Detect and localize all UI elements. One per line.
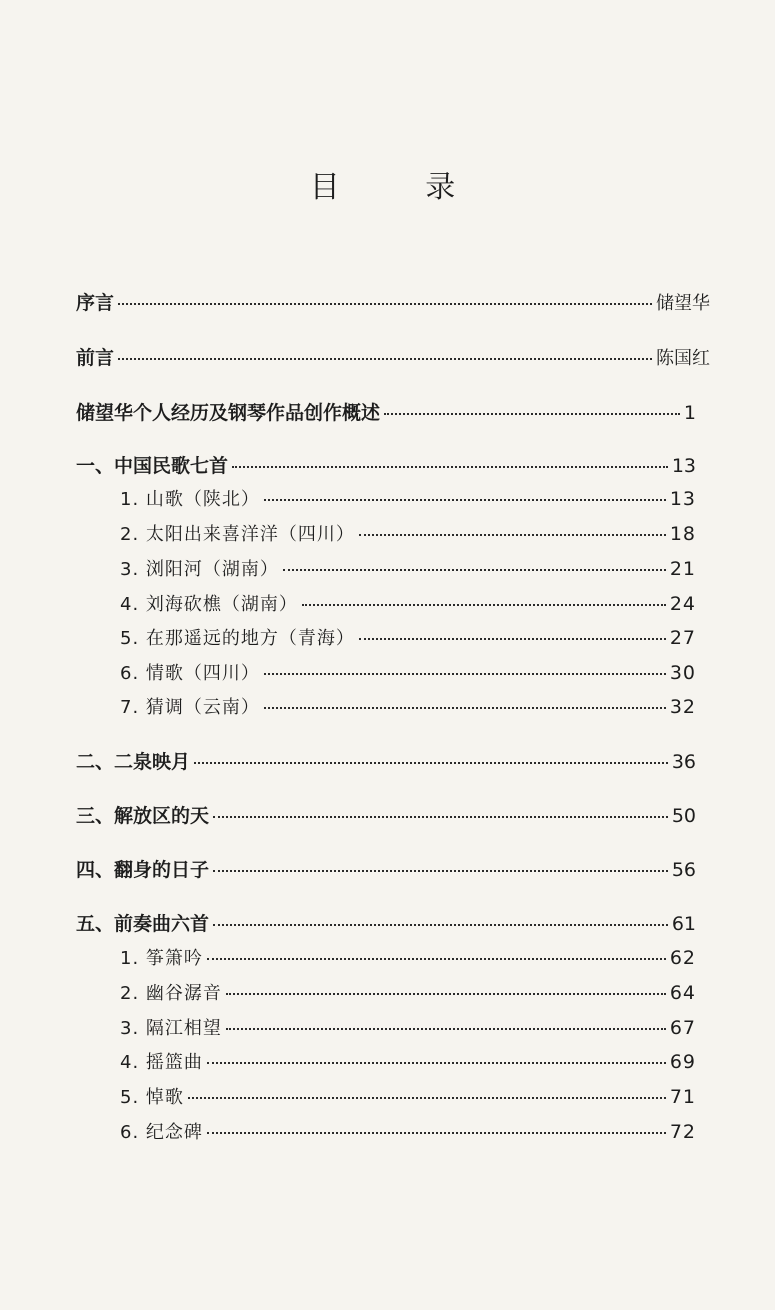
dot-leader [359,638,666,640]
dot-leader [264,707,666,709]
toc-entry-section-1[interactable] [76,451,696,478]
entry-page: 27 [669,627,696,649]
entry-page: 69 [669,1051,696,1073]
dot-leader [213,816,668,818]
entry-label: 1. 筝箫吟 [120,948,203,969]
toc-entry-1-1[interactable] [120,485,696,511]
entry-page: 13 [671,455,696,477]
entry-label: 7. 猜调（云南） [120,697,260,718]
entry-label: 3. 浏阳河（湖南） [120,559,279,580]
dot-leader [226,993,666,995]
entry-page: 1 [683,402,696,424]
dot-leader [118,358,652,360]
dot-leader [207,958,666,960]
entry-author: 陈国红 [656,348,710,369]
entry-label: 五、前奏曲六首 [76,913,210,935]
dot-leader [226,1028,666,1030]
entry-page: 32 [669,696,696,718]
entry-label: 储望华个人经历及钢琴作品创作概述 [76,402,381,424]
entry-author: 储望华 [656,293,710,314]
entry-label: 1. 山歌（陕北） [120,489,260,510]
entry-page: 24 [669,593,696,615]
entry-label: 3. 隔江相望 [120,1018,222,1039]
dot-leader [207,1062,666,1064]
dot-leader [232,466,668,468]
entry-page: 72 [669,1121,696,1143]
entry-label: 4. 摇篮曲 [120,1052,203,1073]
entry-label: 5. 悼歌 [120,1087,184,1108]
entry-page: 64 [669,982,696,1004]
entry-page: 18 [669,523,696,545]
dot-leader [359,534,666,536]
page-title: 目 录 [309,170,494,205]
entry-page: 56 [671,859,696,881]
entry-page: 61 [671,913,696,935]
toc-entry-5-6[interactable] [120,1118,696,1144]
entry-label: 序言 [76,292,115,314]
toc-entry-section-4[interactable] [76,855,696,882]
toc-entry-1-5[interactable] [120,624,696,650]
entry-label: 4. 刘海砍樵（湖南） [120,594,298,615]
entry-page: 21 [669,558,696,580]
dot-leader [188,1097,666,1099]
toc-entry-section-3[interactable] [76,801,696,828]
dot-leader [264,499,666,501]
toc-entry-foreword[interactable] [76,343,710,370]
entry-page: 13 [669,488,696,510]
dot-leader [213,924,668,926]
toc-entry-5-3[interactable] [120,1014,696,1040]
entry-label: 6. 纪念碑 [120,1122,203,1143]
toc-entry-section-5[interactable] [76,909,696,936]
toc-entry-5-1[interactable] [120,944,696,970]
toc-entry-overview[interactable] [76,398,696,425]
dot-leader [302,604,666,606]
entry-page: 30 [669,662,696,684]
entry-label: 2. 幽谷潺音 [120,983,222,1004]
dot-leader [118,303,652,305]
dot-leader [283,569,666,571]
entry-label: 三、解放区的天 [76,805,210,827]
entry-label: 前言 [76,347,115,369]
toc-entry-preface[interactable] [76,288,710,315]
toc-entry-1-3[interactable] [120,555,696,581]
entry-label: 四、翻身的日子 [76,859,210,881]
dot-leader [194,762,668,764]
entry-page: 62 [669,947,696,969]
entry-label: 二、二泉映月 [76,751,191,773]
entry-page: 36 [671,751,696,773]
toc-entry-section-2[interactable] [76,747,696,774]
dot-leader [384,413,680,415]
toc-entry-1-6[interactable] [120,659,696,685]
dot-leader [264,673,666,675]
entry-page: 71 [669,1086,696,1108]
toc-entry-1-2[interactable] [120,520,696,546]
entry-label: 2. 太阳出来喜洋洋（四川） [120,524,355,545]
entry-label: 一、中国民歌七首 [76,455,229,477]
dot-leader [213,870,668,872]
dot-leader [207,1132,666,1134]
toc-entry-5-5[interactable] [120,1083,696,1109]
toc-entry-1-7[interactable] [120,693,696,719]
toc-entry-1-4[interactable] [120,590,696,616]
toc-entry-5-4[interactable] [120,1048,696,1074]
entry-label: 6. 情歌（四川） [120,663,260,684]
toc-entry-5-2[interactable] [120,979,696,1005]
entry-page: 67 [669,1017,696,1039]
entry-page: 50 [671,805,696,827]
entry-label: 5. 在那遥远的地方（青海） [120,628,355,649]
